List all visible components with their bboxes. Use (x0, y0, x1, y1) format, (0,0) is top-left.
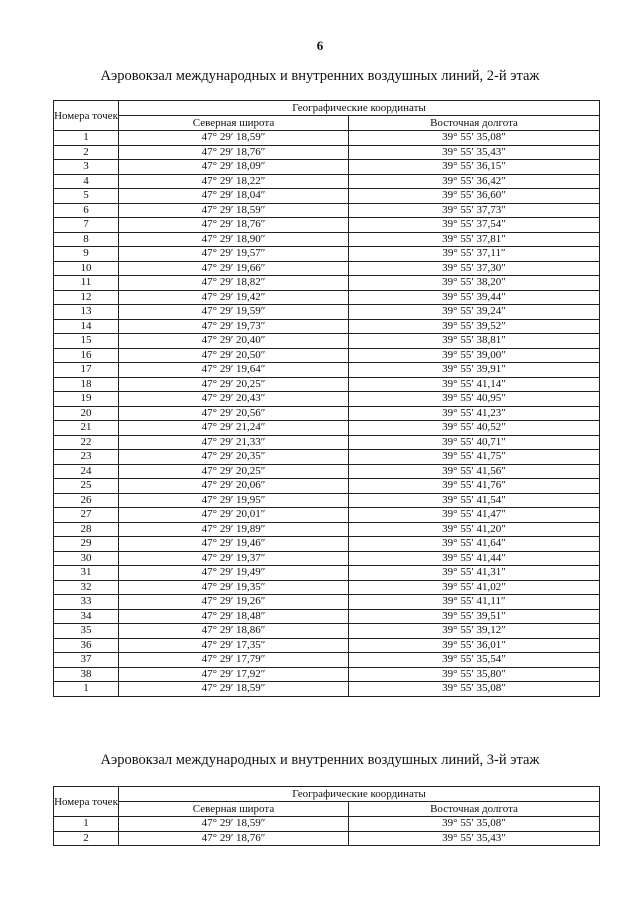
latitude-cell: 47° 29′ 18,59″ (119, 203, 349, 218)
table-row (54, 174, 600, 189)
latitude-cell: 47° 29′ 18,04″ (119, 189, 349, 204)
table-row (54, 595, 600, 610)
longitude-cell: 39° 55′ 41,23″ (349, 406, 600, 421)
table-row (54, 421, 600, 436)
point-number-cell: 5 (54, 189, 119, 204)
longitude-cell: 39° 55′ 35,54″ (349, 653, 600, 668)
point-number-cell: 30 (54, 551, 119, 566)
point-number-cell: 6 (54, 203, 119, 218)
point-number-cell: 18 (54, 377, 119, 392)
longitude-cell: 39° 55′ 39,91″ (349, 363, 600, 378)
table-row (54, 831, 600, 846)
latitude-cell: 47° 29′ 18,48″ (119, 609, 349, 624)
point-number-cell: 38 (54, 667, 119, 682)
latitude-cell: 47° 29′ 18,90″ (119, 232, 349, 247)
latitude-cell: 47° 29′ 21,24″ (119, 421, 349, 436)
longitude-cell: 39° 55′ 41,20″ (349, 522, 600, 537)
table-row (54, 653, 600, 668)
point-number-cell: 24 (54, 464, 119, 479)
table-row (54, 406, 600, 421)
point-number-cell: 32 (54, 580, 119, 595)
latitude-cell: 47° 29′ 18,76″ (119, 145, 349, 160)
point-number-cell: 29 (54, 537, 119, 552)
header-latitude: Северная широта (119, 802, 349, 817)
point-number-cell: 33 (54, 595, 119, 610)
longitude-cell: 39° 55′ 40,52″ (349, 421, 600, 436)
point-number-cell: 36 (54, 638, 119, 653)
point-number-cell: 10 (54, 261, 119, 276)
point-number-cell: 1 (54, 682, 119, 697)
longitude-cell: 39° 55′ 37,73″ (349, 203, 600, 218)
longitude-cell: 39° 55′ 36,60″ (349, 189, 600, 204)
coordinates-table-floor-2 (53, 100, 600, 697)
latitude-cell: 47° 29′ 20,43″ (119, 392, 349, 407)
longitude-cell: 39° 55′ 35,08″ (349, 131, 600, 146)
longitude-cell: 39° 55′ 39,24″ (349, 305, 600, 320)
latitude-cell: 47° 29′ 19,37″ (119, 551, 349, 566)
latitude-cell: 47° 29′ 19,73″ (119, 319, 349, 334)
section-title-floor-2: Аэровокзал международных и внутренних воздушных линий, 2-й этаж (100, 68, 540, 84)
table-row (54, 363, 600, 378)
point-number-cell: 17 (54, 363, 119, 378)
latitude-cell: 47° 29′ 20,35″ (119, 450, 349, 465)
table-row (54, 276, 600, 291)
table-row (54, 435, 600, 450)
table-row (54, 537, 600, 552)
longitude-cell: 39° 55′ 39,52″ (349, 319, 600, 334)
latitude-cell: 47° 29′ 20,56″ (119, 406, 349, 421)
longitude-cell: 39° 55′ 37,81″ (349, 232, 600, 247)
latitude-cell: 47° 29′ 20,25″ (119, 464, 349, 479)
table-row (54, 493, 600, 508)
table-row (54, 290, 600, 305)
latitude-cell: 47° 29′ 19,35″ (119, 580, 349, 595)
longitude-cell: 39° 55′ 37,30″ (349, 261, 600, 276)
table-row (54, 508, 600, 523)
point-number-cell: 15 (54, 334, 119, 349)
point-number-cell: 25 (54, 479, 119, 494)
latitude-cell: 47° 29′ 19,42″ (119, 290, 349, 305)
point-number-cell: 3 (54, 160, 119, 175)
point-number-cell: 31 (54, 566, 119, 581)
longitude-cell: 39° 55′ 40,71″ (349, 435, 600, 450)
header-point-number: Номера точек (54, 787, 119, 817)
longitude-cell: 39° 55′ 39,12″ (349, 624, 600, 639)
table-row (54, 609, 600, 624)
longitude-cell: 39° 55′ 41,76″ (349, 479, 600, 494)
table-row (54, 638, 600, 653)
header-geo-coordinates: Географические координаты (119, 101, 600, 116)
latitude-cell: 47° 29′ 19,66″ (119, 261, 349, 276)
coordinates-table-floor-3 (53, 786, 600, 846)
table-row (54, 377, 600, 392)
latitude-cell: 47° 29′ 20,50″ (119, 348, 349, 363)
page-number: 6 (316, 38, 324, 53)
point-number-cell: 12 (54, 290, 119, 305)
latitude-cell: 47° 29′ 21,33″ (119, 435, 349, 450)
longitude-cell: 39° 55′ 41,14″ (349, 377, 600, 392)
table-row (54, 348, 600, 363)
point-number-cell: 23 (54, 450, 119, 465)
point-number-cell: 22 (54, 435, 119, 450)
header-point-number: Номера точек (54, 101, 119, 131)
point-number-cell: 26 (54, 493, 119, 508)
longitude-cell: 39° 55′ 35,08″ (349, 682, 600, 697)
table-row (54, 566, 600, 581)
latitude-cell: 47° 29′ 17,92″ (119, 667, 349, 682)
point-number-cell: 21 (54, 421, 119, 436)
latitude-cell: 47° 29′ 19,89″ (119, 522, 349, 537)
longitude-cell: 39° 55′ 41,56″ (349, 464, 600, 479)
table-row (54, 261, 600, 276)
longitude-cell: 39° 55′ 41,47″ (349, 508, 600, 523)
point-number-cell: 8 (54, 232, 119, 247)
longitude-cell: 39° 55′ 38,20″ (349, 276, 600, 291)
table-row (54, 334, 600, 349)
table-row (54, 145, 600, 160)
longitude-cell: 39° 55′ 41,44″ (349, 551, 600, 566)
longitude-cell: 39° 55′ 38,81″ (349, 334, 600, 349)
point-number-cell: 1 (54, 131, 119, 146)
latitude-cell: 47° 29′ 19,95″ (119, 493, 349, 508)
table-row (54, 624, 600, 639)
latitude-cell: 47° 29′ 18,76″ (119, 218, 349, 233)
table-row (54, 464, 600, 479)
header-longitude: Восточная долгота (349, 802, 600, 817)
latitude-cell: 47° 29′ 18,59″ (119, 131, 349, 146)
longitude-cell: 39° 55′ 39,00″ (349, 348, 600, 363)
longitude-cell: 39° 55′ 35,08″ (349, 817, 600, 832)
point-number-cell: 11 (54, 276, 119, 291)
latitude-cell: 47° 29′ 18,22″ (119, 174, 349, 189)
header-longitude: Восточная долгота (349, 116, 600, 131)
longitude-cell: 39° 55′ 36,01″ (349, 638, 600, 653)
header-geo-coordinates: Географические координаты (119, 787, 600, 802)
table-row (54, 450, 600, 465)
point-number-cell: 35 (54, 624, 119, 639)
point-number-cell: 37 (54, 653, 119, 668)
longitude-cell: 39° 55′ 37,54″ (349, 218, 600, 233)
latitude-cell: 47° 29′ 20,01″ (119, 508, 349, 523)
point-number-cell: 28 (54, 522, 119, 537)
section-title-floor-3: Аэровокзал международных и внутренних воздушных линий, 3-й этаж (100, 752, 540, 768)
point-number-cell: 9 (54, 247, 119, 262)
longitude-cell: 39° 55′ 36,42″ (349, 174, 600, 189)
latitude-cell: 47° 29′ 17,79″ (119, 653, 349, 668)
table-row (54, 319, 600, 334)
latitude-cell: 47° 29′ 18,86″ (119, 624, 349, 639)
point-number-cell: 16 (54, 348, 119, 363)
latitude-cell: 47° 29′ 18,82″ (119, 276, 349, 291)
table-row (54, 232, 600, 247)
point-number-cell: 34 (54, 609, 119, 624)
point-number-cell: 13 (54, 305, 119, 320)
table-row (54, 817, 600, 832)
longitude-cell: 39° 55′ 35,43″ (349, 145, 600, 160)
latitude-cell: 47° 29′ 19,46″ (119, 537, 349, 552)
longitude-cell: 39° 55′ 35,43″ (349, 831, 600, 846)
point-number-cell: 2 (54, 831, 119, 846)
latitude-cell: 47° 29′ 17,35″ (119, 638, 349, 653)
point-number-cell: 14 (54, 319, 119, 334)
point-number-cell: 4 (54, 174, 119, 189)
table-row (54, 682, 600, 697)
latitude-cell: 47° 29′ 18,76″ (119, 831, 349, 846)
header-latitude: Северная широта (119, 116, 349, 131)
longitude-cell: 39° 55′ 41,11″ (349, 595, 600, 610)
latitude-cell: 47° 29′ 18,59″ (119, 817, 349, 832)
table-row (54, 160, 600, 175)
table-row (54, 203, 600, 218)
point-number-cell: 27 (54, 508, 119, 523)
latitude-cell: 47° 29′ 19,26″ (119, 595, 349, 610)
point-number-cell: 2 (54, 145, 119, 160)
table-body (54, 817, 600, 846)
longitude-cell: 39° 55′ 40,95″ (349, 392, 600, 407)
table-row (54, 305, 600, 320)
longitude-cell: 39° 55′ 39,44″ (349, 290, 600, 305)
table-row (54, 551, 600, 566)
table-row (54, 131, 600, 146)
longitude-cell: 39° 55′ 41,54″ (349, 493, 600, 508)
point-number-cell: 20 (54, 406, 119, 421)
table-row (54, 392, 600, 407)
latitude-cell: 47° 29′ 18,09″ (119, 160, 349, 175)
latitude-cell: 47° 29′ 19,64″ (119, 363, 349, 378)
table-row (54, 189, 600, 204)
latitude-cell: 47° 29′ 18,59″ (119, 682, 349, 697)
latitude-cell: 47° 29′ 19,59″ (119, 305, 349, 320)
longitude-cell: 39° 55′ 35,80″ (349, 667, 600, 682)
latitude-cell: 47° 29′ 20,06″ (119, 479, 349, 494)
table-row (54, 247, 600, 262)
latitude-cell: 47° 29′ 19,57″ (119, 247, 349, 262)
table-row (54, 580, 600, 595)
table-row (54, 522, 600, 537)
table-row (54, 479, 600, 494)
latitude-cell: 47° 29′ 19,49″ (119, 566, 349, 581)
longitude-cell: 39° 55′ 41,02″ (349, 580, 600, 595)
point-number-cell: 19 (54, 392, 119, 407)
latitude-cell: 47° 29′ 20,40″ (119, 334, 349, 349)
point-number-cell: 1 (54, 817, 119, 832)
longitude-cell: 39° 55′ 37,11″ (349, 247, 600, 262)
table-body (54, 131, 600, 697)
longitude-cell: 39° 55′ 41,31″ (349, 566, 600, 581)
table-row (54, 218, 600, 233)
latitude-cell: 47° 29′ 20,25″ (119, 377, 349, 392)
point-number-cell: 7 (54, 218, 119, 233)
longitude-cell: 39° 55′ 36,15″ (349, 160, 600, 175)
table-row (54, 667, 600, 682)
longitude-cell: 39° 55′ 41,64″ (349, 537, 600, 552)
longitude-cell: 39° 55′ 39,51″ (349, 609, 600, 624)
longitude-cell: 39° 55′ 41,75″ (349, 450, 600, 465)
